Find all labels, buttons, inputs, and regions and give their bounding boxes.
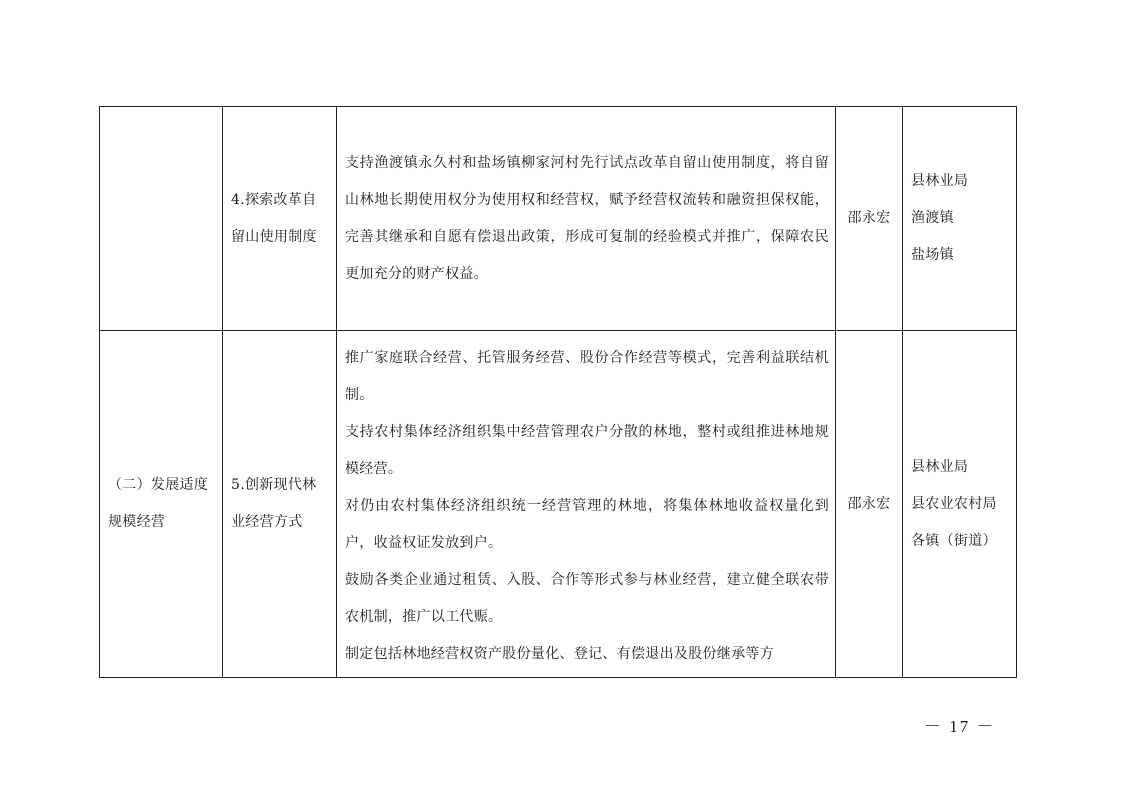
unit-line: 县农业农村局 bbox=[911, 495, 997, 512]
leader-cell: 邵永宏 bbox=[836, 331, 903, 678]
page-number: － 17 － bbox=[924, 717, 996, 736]
policy-table bbox=[99, 106, 1017, 678]
unit-line: 县林业局 bbox=[911, 173, 969, 189]
task-cell bbox=[223, 331, 337, 678]
content-cell bbox=[337, 331, 836, 678]
category-line: 规模经营 bbox=[108, 514, 166, 530]
unit-line: 盐场镇 bbox=[911, 247, 954, 263]
unit-line: 渔渡镇 bbox=[911, 210, 954, 226]
content-cell bbox=[337, 107, 836, 331]
task-line: 5.创新现代林 bbox=[231, 477, 317, 493]
task-line: 留山使用制度 bbox=[231, 228, 317, 245]
content-paragraph: 鼓励各类企业通过租赁、入股、合作等形式参与林业经营，建立健全联农带农机制，推广以工代赈。 bbox=[345, 572, 829, 625]
unit-line: 各镇（街道） bbox=[911, 532, 997, 549]
units-cell bbox=[903, 331, 1017, 678]
category-cell bbox=[100, 107, 223, 331]
units-cell bbox=[903, 107, 1017, 331]
content-paragraph: 支持渔渡镇永久村和盐场镇柳家河村先行试点改革自留山使用制度，将自留山林地长期使用权分为使用权和经营权，赋予经营权流转和融资担保权能，完善其继承和自愿有偿退出政策，形成可复制的经验模式并推广，保障农民更加充分的财产权益。 bbox=[345, 154, 829, 282]
content-paragraph: 推广家庭联合经营、托管服务经营、股份合作经营等模式，完善利益联结机制。 bbox=[345, 350, 829, 403]
table-row bbox=[100, 331, 1017, 678]
table-row bbox=[100, 107, 1017, 331]
task-cell bbox=[223, 107, 337, 331]
category-line: （二）发展适度 bbox=[108, 477, 209, 493]
content-paragraph: 支持农村集体经济组织集中经营管理农户分散的林地，整村或组推进林地规模经营。 bbox=[345, 424, 829, 477]
leader-cell: 邵永宏 bbox=[836, 107, 903, 331]
category-cell bbox=[100, 331, 223, 678]
task-line: 4.探索改革自 bbox=[231, 191, 317, 208]
task-line: 业经营方式 bbox=[231, 514, 303, 530]
content-paragraph: 对仍由农村集体经济组织统一经营管理的林地，将集体林地收益权量化到户，收益权证发放到户。 bbox=[345, 498, 829, 551]
content-paragraph: 制定包括林地经营权资产股份量化、登记、有偿退出及股份继承等方 bbox=[345, 646, 774, 662]
unit-line: 县林业局 bbox=[911, 458, 969, 475]
